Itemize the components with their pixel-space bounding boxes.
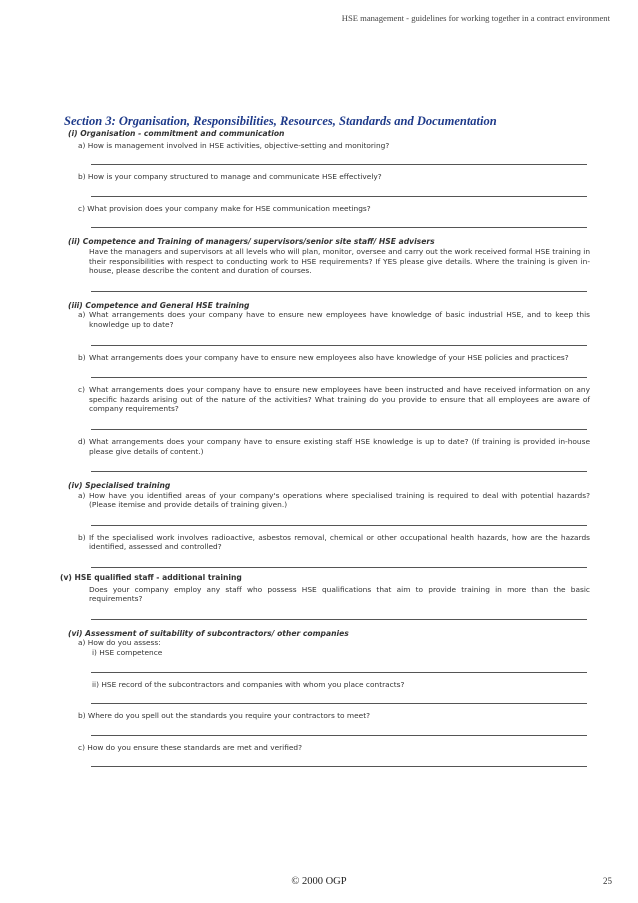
subsection-heading-competence-managers: (ii) Competence and Training of managers/ supervisors/senior site staff/ HSE advisers [68,237,435,247]
subsection-heading-organisation: (i) Organisation - commitment and communication [68,129,285,138]
question-item: a) What arrangements does your company have to ensure new employees have knowledge of basic industrial HSE, and to keep this knowledge up to date? [78,310,590,329]
answer-line[interactable] [91,735,587,736]
question-text: Have the managers and supervisors at all levels who will plan, monitor, oversee and carry out the work received formal HSE training in their responsibilities with respect to conducting work to HSE requirements? If YES please give details. Where the training is given in-house, please describe the content and duration of courses. [89,246,590,276]
question-subitem: ii) HSE record of the subcontractors and companies with whom you place contracts? [92,679,405,689]
answer-line[interactable] [91,377,587,378]
question-text: b) How is your company structured to manage and communicate HSE effectively? [78,172,382,182]
question-item: d) What arrangements does your company have to ensure existing staff HSE knowledge is up to date? (If training is provided in-house please give details of content.) [78,436,590,456]
question-item: a) How have you identified areas of your company's operations where specialised training is required to deal with potential hazards? (Please itemise and provide details of training given.) [78,490,590,510]
subsection-heading-general-training: (iii) Competence and General HSE training [68,300,250,310]
answer-line[interactable] [91,196,587,197]
question-text: a) How is management involved in HSE activities, objective-setting and monitoring? [78,140,390,150]
answer-line[interactable] [91,567,587,568]
question-item: c) What arrangements does your company have to ensure new employees have been instructed and have received information on any specific hazards arising out of the nature of the activities? What training do you provide to ensure that all employees are aware of company requirements? [78,385,590,414]
copyright-footer: © 2000 OGP [291,876,347,887]
question-text: a) How do you assess: [78,638,161,648]
subsection-heading-specialised-training: (iv) Specialised training [68,481,171,491]
answer-line[interactable] [91,471,587,472]
answer-line[interactable] [91,345,587,346]
question-item: b) If the specialised work involves radioactive, asbestos removal, chemical or other occupational health hazards, how are the hazards identified, assessed and controlled? [78,532,590,552]
answer-line[interactable] [91,164,587,165]
questionnaire-body [60,129,590,767]
question-text: c) What provision does your company make for HSE communication meetings? [78,203,371,213]
question-text: b) Where do you spell out the standards you require your contractors to meet? [78,711,371,721]
question-subitem: i) HSE competence [92,648,163,658]
running-header: HSE management - guidelines for working together in a contract environment [341,13,610,23]
answer-line[interactable] [91,291,587,292]
question-text: Does your company employ any staff who possess HSE qualifications that aim to provide training in more than the basic requirements? [89,584,590,604]
answer-line[interactable] [91,619,587,620]
question-item: b) What arrangements does your company have to ensure new employees also have knowledge of your HSE policies and practices? [78,352,569,362]
subsection-heading-subcontractors: (vi) Assessment of suitability of subcontractors/ other companies [68,628,349,638]
answer-line[interactable] [91,766,587,767]
answer-line[interactable] [91,429,587,430]
answer-line[interactable] [91,525,587,526]
subsection-heading-qualified-staff: (v) HSE qualified staff - additional training [60,573,242,583]
question-text: c) How do you ensure these standards are met and verified? [78,742,303,752]
answer-line[interactable] [91,703,587,704]
page-number: 25 [603,876,612,886]
section-title: Section 3: Organisation, Responsibilities, Resources, Standards and Documentation [64,114,497,128]
answer-line[interactable] [91,672,587,673]
answer-line[interactable] [91,227,587,228]
